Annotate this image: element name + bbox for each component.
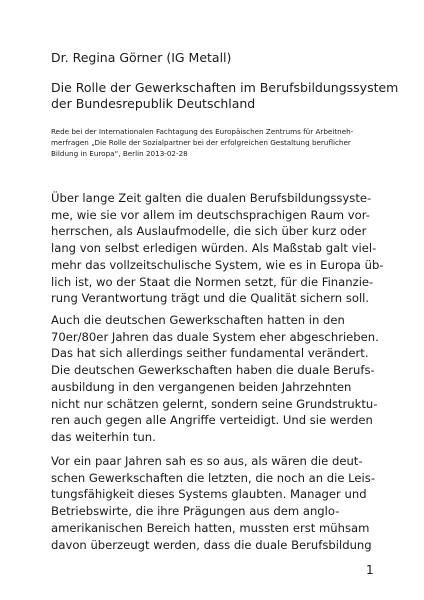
speech-info-line: Bildung in Europa“, Berlin 2013-02-28: [51, 149, 188, 158]
paragraph-1: [51, 190, 396, 307]
text-line: ren auch gegen alle Angriffe verteidigt. Und sie werden: [51, 413, 373, 428]
text-line: Das hat sich allerdings seither fundamental verändert.: [51, 346, 369, 361]
text-line: Vor ein paar Jahren sah es so aus, als wären die deut-: [51, 454, 363, 468]
text-line: 70er/80er Jahren das duale System eher abgeschrieben.: [51, 329, 379, 344]
text-line: nicht nur schätzen gelernt, sondern seine Grundstruktu-: [51, 396, 378, 411]
author-line: Dr. Regina Görner (IG Metall): [51, 50, 232, 65]
title-line: der Bundesrepublik Deutschland: [51, 96, 256, 111]
document-title: [51, 80, 399, 112]
text-line: rung Verantwortung trägt und die Qualität sichern soll.: [51, 291, 370, 306]
text-line: mehr das vollzeitschulische System, wie es in Europa üb-: [51, 257, 384, 272]
speech-info: [51, 126, 396, 159]
text-line: amerikanischen Bereich hatten, mussten erst mühsam: [51, 520, 370, 535]
text-line: Die deutschen Gewerkschaften haben die duale Berufs-: [51, 363, 375, 378]
text-line: herrschen, als Auslaufmodelle, die sich über kurz oder: [51, 224, 367, 239]
text-line: lang von selbst erledigen würden. Als Maßstab galt viel-: [51, 241, 377, 256]
paragraph-3: [51, 453, 396, 553]
text-line: Betriebswirte, die ihre Prägungen aus dem anglo-: [51, 504, 340, 519]
text-line: ausbildung in den vergangenen beiden Jahrzehnten: [51, 379, 352, 394]
title-line: Die Rolle der Gewerkschaften im Berufsbildungssystem: [51, 80, 399, 95]
page-number: 1: [366, 563, 374, 577]
text-line: das weiterhin tun.: [51, 429, 156, 444]
text-line: Auch die deutschen Gewerkschaften hatten in den: [51, 313, 345, 327]
text-line: schen Gewerkschaften die letzten, die noch an die Leis-: [51, 470, 375, 485]
text-line: me, wie sie vor allem im deutschsprachigen Raum vor-: [51, 207, 370, 222]
paragraph-2: [51, 312, 396, 446]
text-line: lich ist, wo der Staat die Normen setzt, für die Finanzie-: [51, 274, 374, 289]
speech-info-line: Rede bei der Internationalen Fachtagung des Europäischen Zentrums für Arbeitneh-: [51, 127, 354, 136]
text-line: tungsfähigkeit dieses Systems glaubten. Manager und: [51, 487, 367, 502]
text-line: davon überzeugt werden, dass die duale Berufsbildung: [51, 537, 372, 552]
text-line: Über lange Zeit galten die dualen Berufsbildungssyste-: [51, 191, 372, 205]
speech-info-line: merfragen „Die Rolle der Sozialpartner bei der erfolgreichen Gestaltung beruflicher: [51, 138, 351, 147]
